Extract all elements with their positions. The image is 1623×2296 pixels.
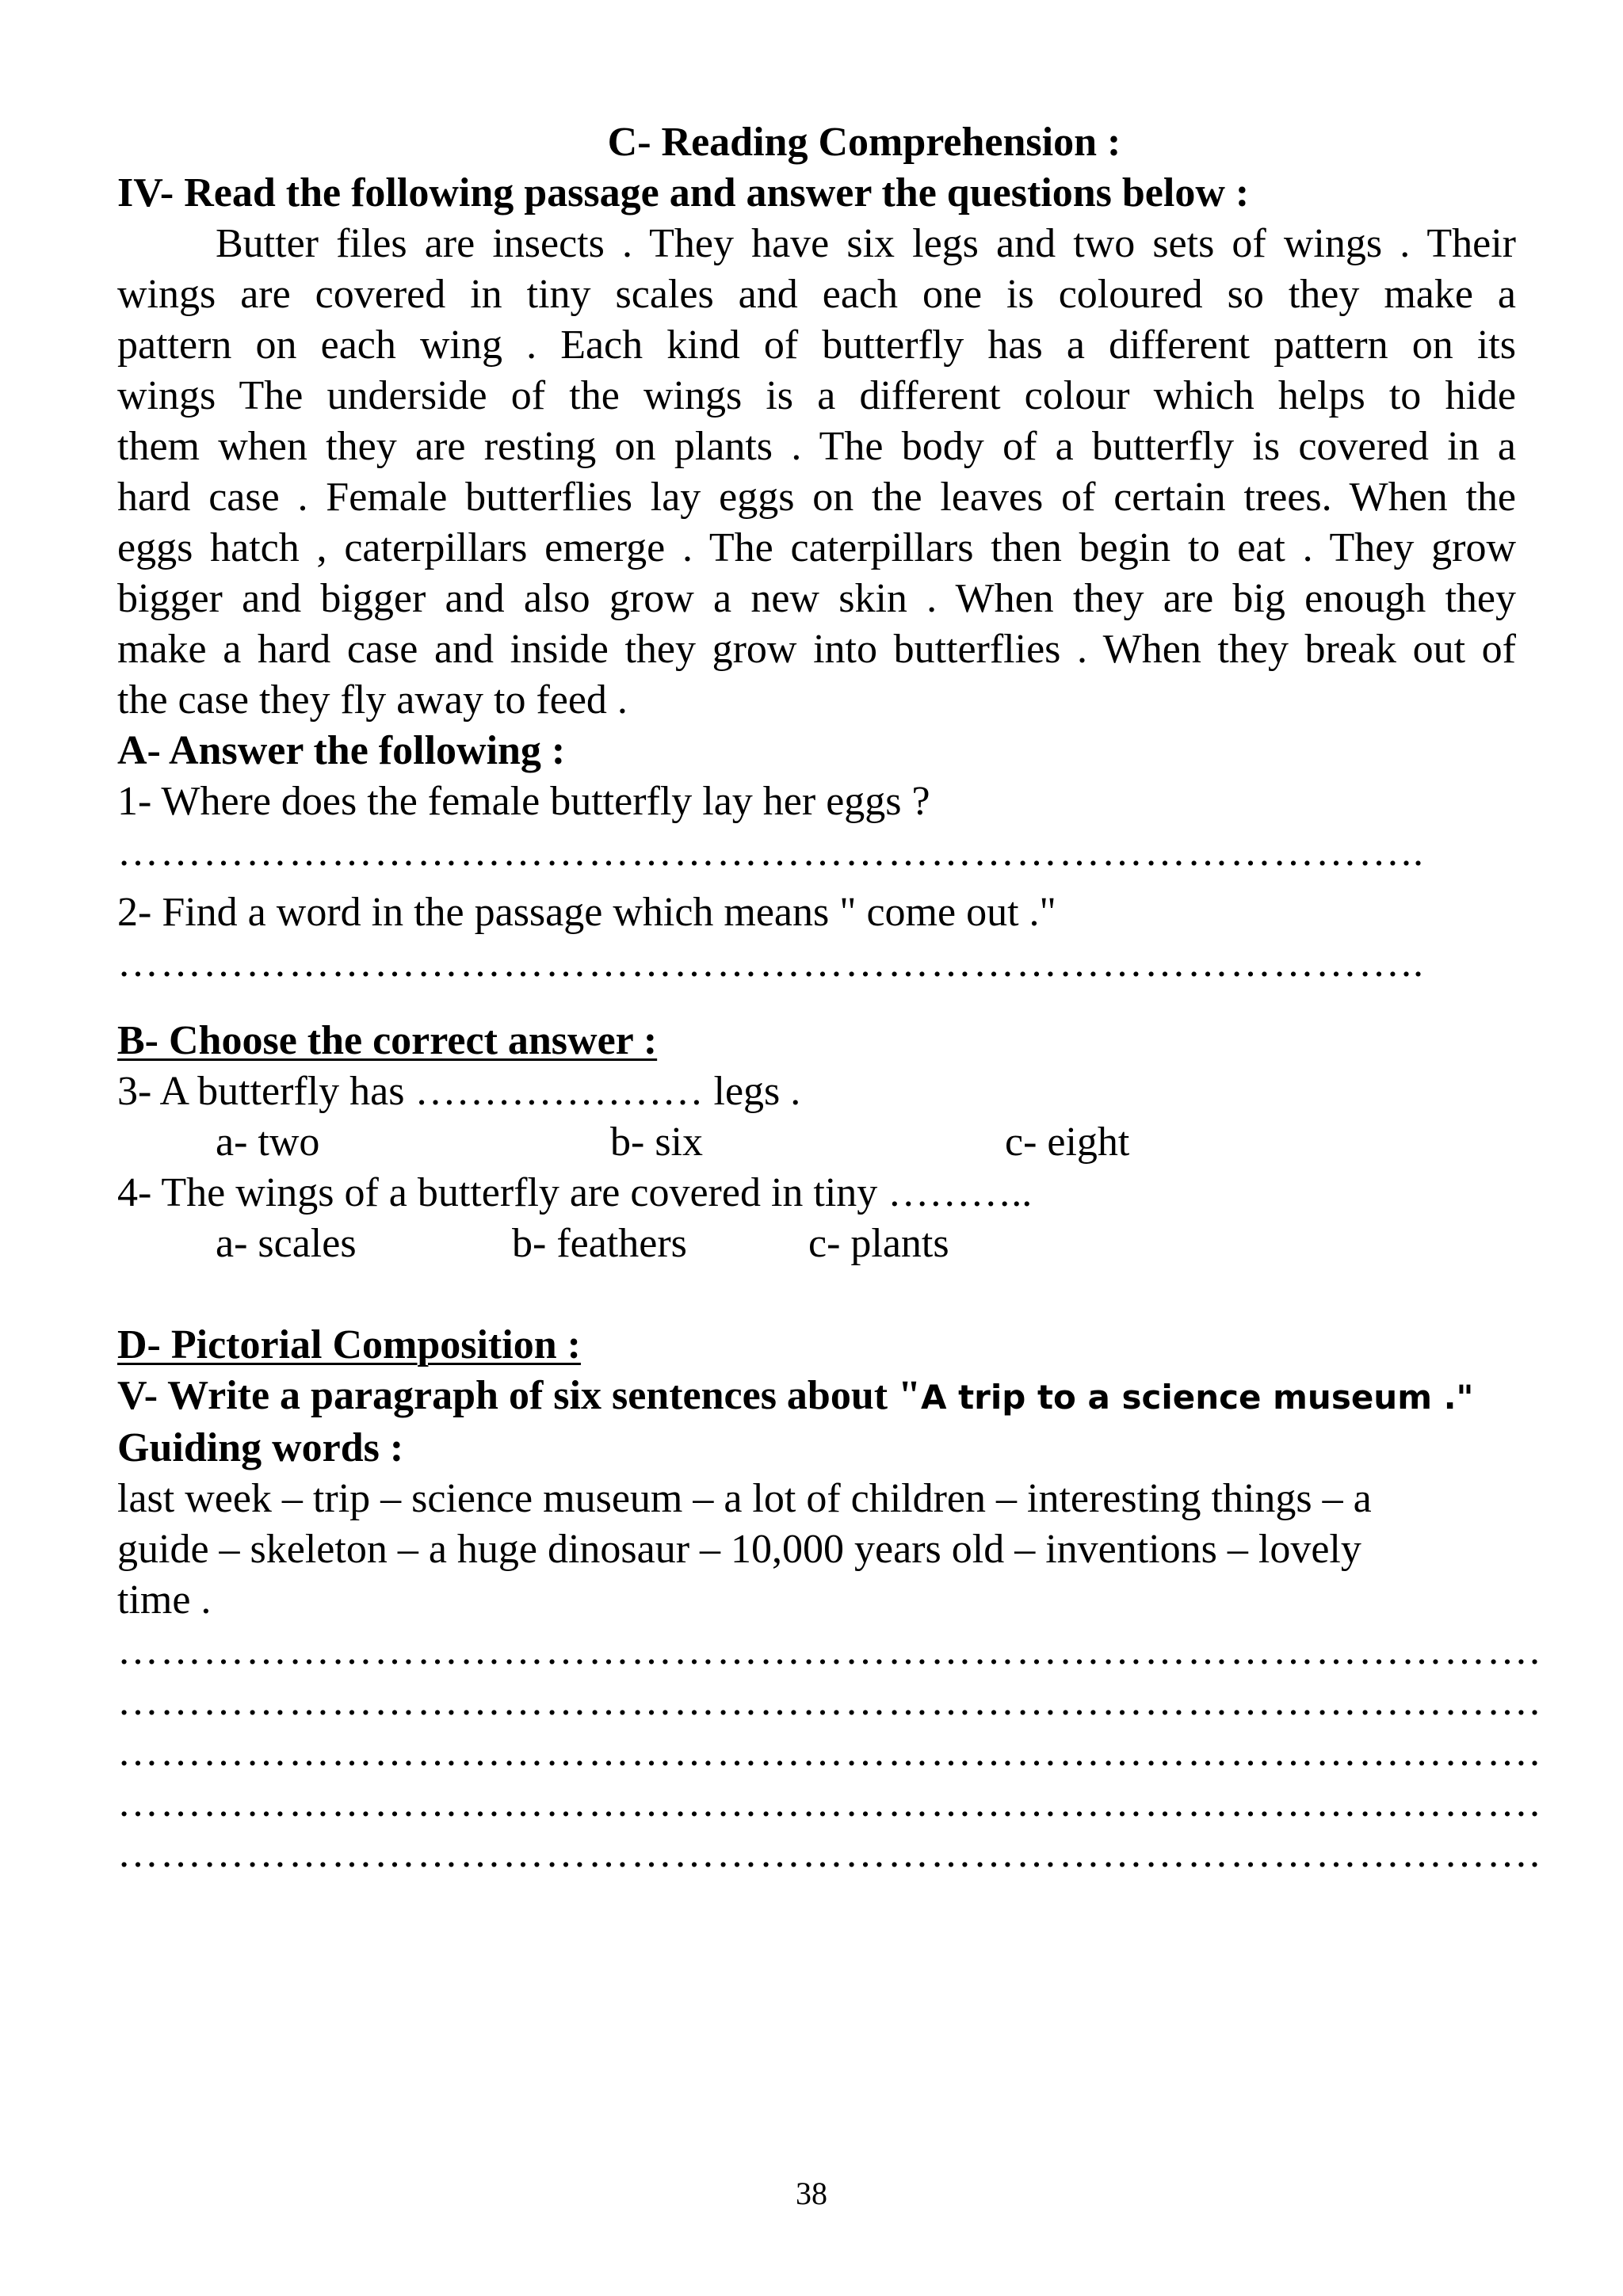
page-content: [117, 117, 1541, 1879]
writing-area: [117, 1626, 1541, 1879]
writing-line[interactable]: ……………………………………………………………………………………….: [117, 1780, 1541, 1825]
part-b-heading: B- Choose the correct answer :: [117, 1018, 658, 1063]
passage-line: wings are covered in tiny scales and each one is coloured so they make a: [117, 272, 1516, 317]
answer-line-1[interactable]: ………………………………………………………………………………..: [117, 830, 1425, 875]
answer-line-2[interactable]: ………………………………………………………………………………..: [117, 940, 1425, 986]
spacer: [117, 989, 1516, 1016]
question-3-options: [117, 1117, 1516, 1168]
spacer: [117, 1269, 1516, 1320]
passage-question-heading: IV- Read the following passage and answer the questions below :: [117, 170, 1250, 215]
option-c[interactable]: c- plants: [808, 1221, 949, 1266]
passage-line: Butter files are insects . They have six legs and two sets of wings . Their: [216, 221, 1516, 266]
passage-line: bigger and bigger and also grow a new skin . When they are big enough they: [117, 576, 1516, 621]
option-b[interactable]: b- feathers: [512, 1221, 687, 1266]
task-topic: A trip to a science museum .": [920, 1378, 1474, 1417]
part-a-heading: A- Answer the following :: [117, 728, 566, 773]
guiding-words-line: time .: [117, 1577, 212, 1623]
passage-line: eggs hatch , caterpillars emerge . The caterpillars then begin to eat . They grow: [117, 525, 1516, 570]
writing-line[interactable]: ……………………………………………………………………………………….: [117, 1831, 1541, 1876]
question-1: 1- Where does the female butterfly lay her eggs ?: [117, 779, 930, 824]
guiding-words-line: guide – skeleton – a huge dinosaur – 10,000 years old – inventions – lovely: [117, 1527, 1361, 1572]
question-3: 3- A butterfly has ………………… legs .: [117, 1069, 801, 1114]
composition-task: [117, 1371, 1516, 1423]
guiding-words-line: last week – trip – science museum – a lot of children – interesting things – a: [117, 1476, 1372, 1521]
option-b[interactable]: b- six: [610, 1119, 703, 1165]
passage-line: pattern on each wing . Each kind of butterfly has a different pattern on its: [117, 322, 1516, 368]
option-c[interactable]: c- eight: [1005, 1119, 1130, 1165]
guiding-words-heading: Guiding words :: [117, 1425, 404, 1470]
question-4: 4- The wings of a butterfly are covered in tiny ………..: [117, 1170, 1033, 1215]
passage-line: make a hard case and inside they grow into butterflies . When they break out of: [117, 627, 1516, 672]
section-c-title: C- Reading Comprehension :: [607, 120, 1121, 165]
option-a[interactable]: a- two: [216, 1119, 320, 1165]
writing-line[interactable]: ……………………………………………………………………………………….: [117, 1628, 1541, 1673]
question-2: 2- Find a word in the passage which means " come out .": [117, 890, 1056, 935]
writing-line[interactable]: ……………………………………………………………………………………….: [117, 1679, 1541, 1724]
option-a[interactable]: a- scales: [216, 1221, 357, 1266]
passage-line: hard case . Female butterflies lay eggs on the leaves of certain trees. When the: [117, 475, 1516, 520]
guiding-words: [117, 1474, 1516, 1626]
passage-line: them when they are resting on plants . The body of a butterfly is covered in a: [117, 424, 1516, 469]
reading-passage: [117, 219, 1516, 726]
task-prefix: V- Write a paragraph of six sentences about ": [117, 1373, 921, 1418]
section-d-title: D- Pictorial Composition :: [117, 1322, 581, 1367]
page-number: 38: [796, 2176, 827, 2211]
passage-line: the case they fly away to feed .: [117, 677, 628, 723]
passage-line: wings The underside of the wings is a different colour which helps to hide: [117, 373, 1516, 418]
writing-line[interactable]: ……………………………………………………………………………………….: [117, 1730, 1541, 1775]
question-4-options: [117, 1219, 1516, 1269]
